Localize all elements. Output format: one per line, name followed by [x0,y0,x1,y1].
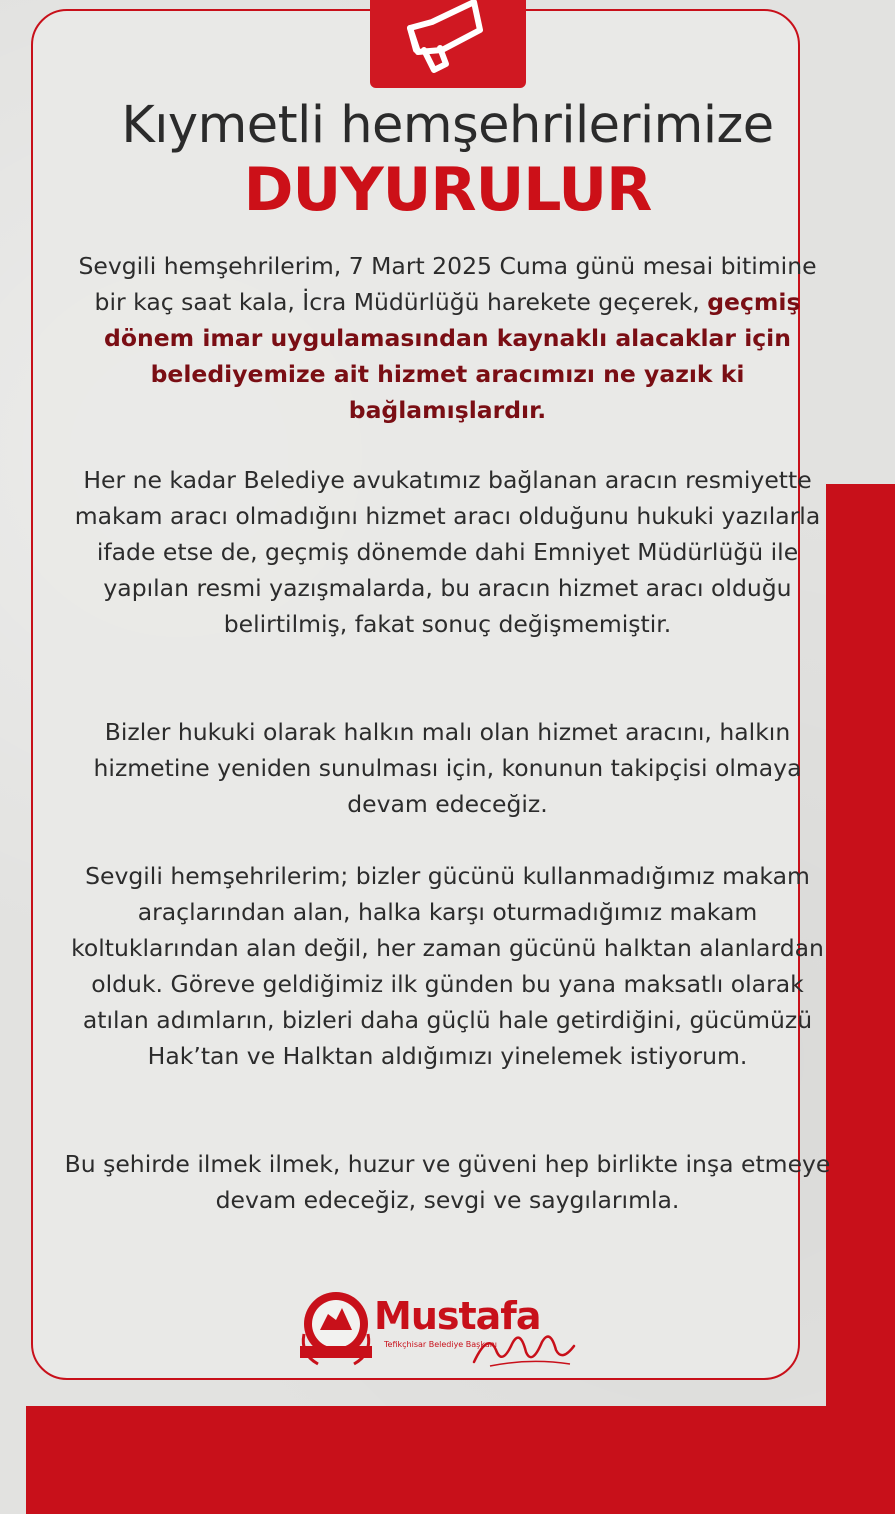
page-subtitle: DUYURULUR [243,155,652,225]
signature-name: Mustafa [374,1294,541,1338]
paragraph-5: Bu şehirde ilmek ilmek, huzur ve güveni hep birlikte inşa etmeye devam edeceğiz, sevgi ve saygılarımla. [64,1150,831,1214]
paragraph-1-lead: Sevgili hemşehrilerim, 7 Mart 2025 Cuma günü mesai bitimine bir kaç saat kala, İcra Müdürlüğü harekete geçerek, [78,252,817,316]
red-accent-right [826,484,895,1514]
paragraph-3: Bizler hukuki olarak halkın malı olan hizmet aracını, halkın hizmetine yeniden sunulması için, konunun takipçisi olmaya devam edeceğiz. [93,718,802,818]
page-title: Kıymetli hemşehrilerimize [121,96,774,155]
paragraph-1 [60,248,835,428]
red-accent-bottom [26,1406,895,1514]
signature-caption: Tefikçhisar Belediye Başkanı [384,1340,498,1349]
megaphone-icon [388,0,508,80]
municipality-seal-icon [290,1284,382,1376]
handwritten-signature [470,1322,580,1372]
megaphone-badge [370,0,526,88]
paragraph-4: Sevgili hemşehrilerim; bizler gücünü kullanmadığımız makam araçlarından alan, halka karşı oturmadığımız makam koltuklarından alan değil, her zaman gücünü halktan alanlardan olduk. Göreve geldiğimiz ilk günden bu yana maksatlı olarak atılan adımların, bizleri daha güçlü hale getirdiğini, gücümüzü Hak’tan ve Halktan aldığımızı yinelemek istiyorum. [71,862,824,1070]
paragraph-2: Her ne kadar Belediye avukatımız bağlanan aracın resmiyette makam aracı olmadığını hizmet aracı olduğunu hukuki yazılarla ifade etse de, geçmiş dönemde dahi Emniyet Müdürlüğü ile yapılan resmi yazışmalarda, bu aracın hizmet aracı olduğu belirtilmiş, fakat sonuç değişmemiştir. [74,466,821,638]
signature-logo [290,1284,600,1374]
paragraph-1-emphasis: geçmiş dönem imar uygulamasından kaynaklı alacaklar için belediyemize ait hizmet aracımızı ne yazık ki bağlamışlardır. [104,288,801,424]
